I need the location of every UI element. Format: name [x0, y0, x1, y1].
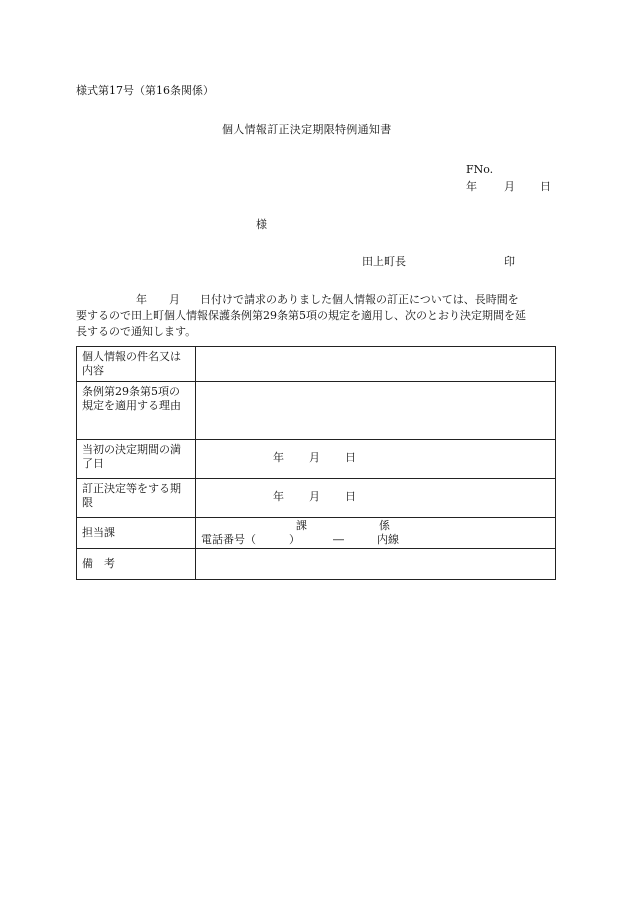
table-row [77, 549, 556, 580]
original-deadline-day: 日 [345, 451, 356, 464]
original-deadline-year: 年 [273, 451, 284, 464]
phone-dash: ― [333, 533, 344, 546]
new-deadline-field [196, 479, 556, 518]
form-number: 様式第17号（第16条関係） [76, 84, 214, 97]
table-row [77, 440, 556, 479]
recipient-suffix: 様 [256, 218, 267, 231]
body-text-b: 要するので田上町個人情報保護条例第29条第5項の規定を適用し、次のとおり決定期間を延 [76, 309, 526, 322]
body-month: 月 [169, 293, 180, 306]
notice-body [76, 292, 556, 340]
section-label: 課 [296, 519, 307, 532]
body-year: 年 [136, 293, 147, 306]
department-field [196, 518, 556, 549]
row-label-remarks: 備 考 [77, 549, 196, 580]
table-row [77, 347, 556, 382]
new-deadline-month: 月 [309, 490, 320, 503]
table-row [77, 382, 556, 440]
body-text-a: 日付けで請求のありました個人情報の訂正については、長時間を [200, 293, 519, 306]
original-deadline-month: 月 [309, 451, 320, 464]
issuer-name: 田上町長 [362, 255, 406, 268]
row-label-subject: 個人情報の件名又は内容 [77, 347, 196, 382]
body-text-c: 長するので通知します。 [76, 325, 197, 338]
row-label-new-deadline: 訂正決定等をする期限 [77, 479, 196, 518]
row-label-department: 担当課 [77, 518, 196, 549]
phone-label: 電話番号（ ） [201, 533, 300, 546]
notice-table [76, 346, 556, 580]
table-row [77, 518, 556, 549]
new-deadline-year: 年 [273, 490, 284, 503]
date-year: 年 [466, 180, 477, 193]
remarks-field [196, 549, 556, 580]
row-label-original-deadline: 当初の決定期間の満了日 [77, 440, 196, 479]
reference-number: FNo. [466, 163, 494, 176]
extension-label: 内線 [377, 533, 399, 546]
subject-field [196, 347, 556, 382]
table-row [77, 479, 556, 518]
original-deadline-field [196, 440, 556, 479]
reason-field [196, 382, 556, 440]
date-day: 日 [540, 180, 551, 193]
date-month: 月 [504, 180, 515, 193]
new-deadline-day: 日 [345, 490, 356, 503]
row-label-reason: 条例第29条第5項の規定を適用する理由 [77, 382, 196, 440]
seal-mark: 印 [504, 255, 515, 268]
document-title: 個人情報訂正決定期限特例通知書 [222, 123, 392, 136]
subsection-label: 係 [379, 519, 390, 532]
